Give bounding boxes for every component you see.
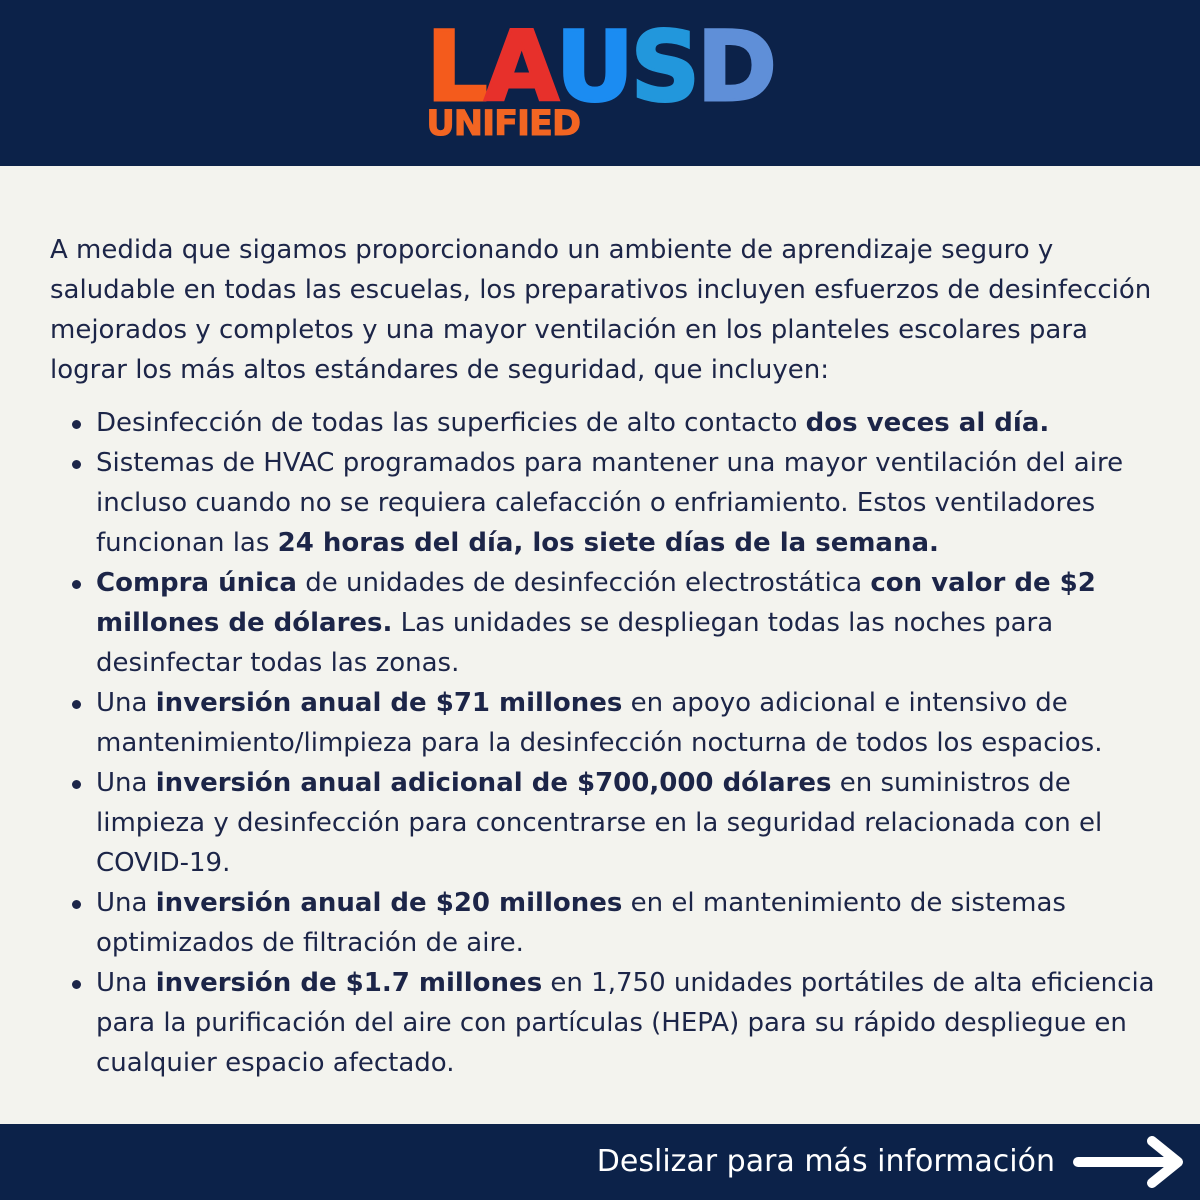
list-item xyxy=(50,963,1160,1083)
logo-tagline: UNIFIED xyxy=(426,104,581,144)
list-item-highlight: inversión anual de $20 millones xyxy=(155,888,623,918)
arrow-right-icon xyxy=(1072,1136,1185,1188)
logo-letter-d: D xyxy=(696,11,774,123)
list-item-highlight: dos veces al día. xyxy=(805,408,1050,438)
list-item-highlight: con valor de $2 millones de dólares. xyxy=(96,568,1096,638)
list-item-highlight: inversión anual de $71 millones xyxy=(155,688,623,718)
list-item-text: en el mantenimiento de sistemas optimizados de filtración de aire. xyxy=(96,888,1066,958)
list-item xyxy=(50,403,1160,443)
bullet-dot xyxy=(72,700,81,709)
list-item-text: Una xyxy=(96,688,156,718)
list-item xyxy=(50,683,1160,763)
bullet-dot xyxy=(72,420,81,429)
list-item-text: de unidades de desinfección electrostática xyxy=(296,568,871,598)
footer-bar xyxy=(0,1124,1200,1200)
measures-list xyxy=(50,403,1160,1083)
list-item xyxy=(50,443,1160,563)
bullet-dot xyxy=(72,580,81,589)
list-item-highlight: inversión anual adicional de $700,000 dólares xyxy=(155,768,832,798)
list-item-text: Las unidades se despliegan todas las noches para desinfectar todas las zonas. xyxy=(96,608,1054,678)
list-item xyxy=(50,763,1160,883)
list-item-highlight: inversión de $1.7 millones xyxy=(155,968,543,998)
logo-letter-u: U xyxy=(555,11,631,123)
bullet-dot xyxy=(72,900,81,909)
content-area xyxy=(0,166,1200,1124)
lausd-unified-logo xyxy=(426,11,774,144)
list-item xyxy=(50,563,1160,683)
list-item-text: en 1,750 unidades portátiles de alta eficiencia para la purificación del aire con partículas (HEPA) para su rápido despliegue en cualquier espacio afectado. xyxy=(96,968,1155,1078)
list-item-highlight: Compra única xyxy=(96,568,297,598)
logo-letter-l: L xyxy=(426,11,485,123)
bullet-dot xyxy=(72,780,81,789)
swipe-hint-label: Deslizar para más información xyxy=(596,1144,1055,1179)
logo-wordmark xyxy=(426,11,774,123)
list-item xyxy=(50,883,1160,963)
bullet-dot xyxy=(72,460,81,469)
logo-letter-s: S xyxy=(630,11,697,123)
header-banner xyxy=(0,0,1200,166)
list-item-text: Sistemas de HVAC programados para mantener una mayor ventilación del aire incluso cuando no se requiera calefacción o enfriamiento. Estos ventiladores funcionan las xyxy=(96,448,1124,558)
bullet-dot xyxy=(72,980,81,989)
list-item-text: Una xyxy=(96,768,156,798)
logo-letter-a: A xyxy=(484,11,556,123)
list-item-text: Una xyxy=(96,888,156,918)
list-item-text: Una xyxy=(96,968,156,998)
list-item-text: en suministros de limpieza y desinfección para concentrarse en la seguridad relacionada con el COVID-19. xyxy=(96,768,1103,878)
list-item-highlight: 24 horas del día, los siete días de la semana. xyxy=(277,528,939,558)
intro-paragraph: A medida que sigamos proporcionando un ambiente de aprendizaje seguro y saludable en todas las escuelas, los preparativos incluyen esfuerzos de desinfección mejorados y completos y una mayor ventilación en los planteles escolares para lograr los más altos estándares de seguridad, que incluyen: xyxy=(50,235,1152,385)
list-item-text: Desinfección de todas las superficies de alto contacto xyxy=(96,408,806,438)
list-item-text: en apoyo adicional e intensivo de mantenimiento/limpieza para la desinfección nocturna de todos los espacios. xyxy=(96,688,1103,758)
